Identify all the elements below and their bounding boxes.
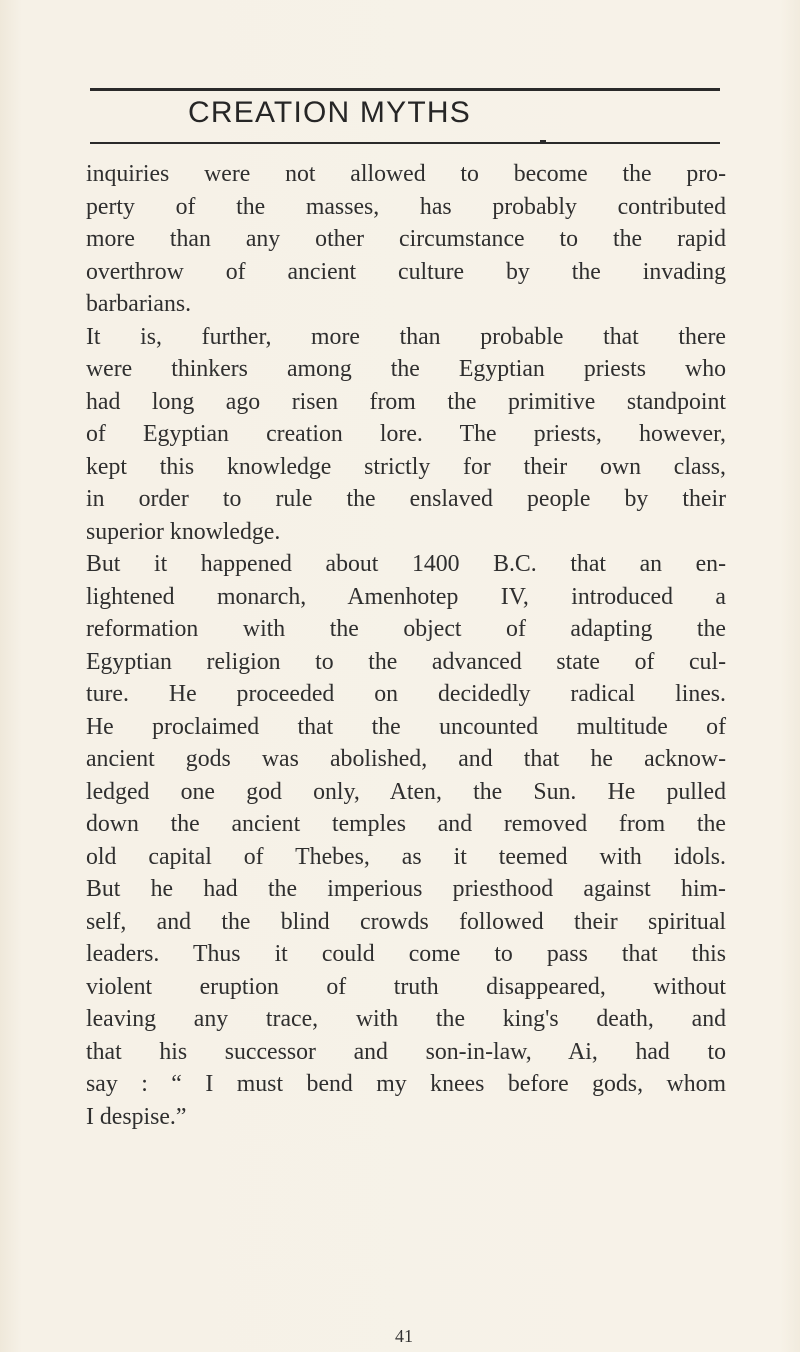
text-line: But it happened about 1400 B.C. that an en- xyxy=(86,551,726,577)
text-line: more than any other circumstance to the rapid xyxy=(86,226,726,252)
header-bottom-rule xyxy=(90,142,720,144)
text-line: He proclaimed that the uncounted multitude of xyxy=(86,713,726,740)
body-text xyxy=(86,158,726,1133)
text-line: in order to rule the enslaved people by their xyxy=(86,486,726,512)
text-line: overthrow of ancient culture by the invading xyxy=(86,258,726,285)
text-line: inquiries were not allowed to become the pro- xyxy=(86,161,726,187)
text-line: I despise.” xyxy=(86,1103,187,1130)
text-line: reformation with the object of adapting the xyxy=(86,616,726,642)
text-line: self, and the blind crowds followed their spiritual xyxy=(86,908,726,935)
header-rule-tick xyxy=(540,140,546,143)
text-line: old capital of Thebes, as it teemed with idols. xyxy=(86,843,726,870)
text-line: perty of the masses, has probably contributed xyxy=(86,193,726,220)
page-number: 41 xyxy=(395,1326,413,1346)
text-line: had long ago risen from the primitive standpoint xyxy=(86,388,726,415)
text-line: ledged one god only, Aten, the Sun. He pulled xyxy=(86,778,726,805)
text-line: But he had the imperious priesthood against him- xyxy=(86,876,726,902)
text-line: were thinkers among the Egyptian priests who xyxy=(86,356,726,382)
text-line: Egyptian religion to the advanced state of cul- xyxy=(86,648,726,675)
text-line: barbarians. xyxy=(86,291,192,317)
text-line: leaders. Thus it could come to pass that this xyxy=(86,941,726,967)
running-header: CREATION MYTHS xyxy=(188,96,471,129)
text-line: kept this knowledge strictly for their own class, xyxy=(86,453,726,480)
text-line: superior knowledge. xyxy=(86,518,281,545)
text-line: lightened monarch, Amenhotep IV, introduced a xyxy=(86,583,726,610)
header-top-rule xyxy=(90,88,720,91)
text-line: It is, further, more than probable that there xyxy=(86,323,726,350)
text-line: down the ancient temples and removed from the xyxy=(86,811,726,837)
text-line: violent eruption of truth disappeared, without xyxy=(86,973,726,1000)
text-line: ture. He proceeded on decidedly radical lines. xyxy=(86,681,726,707)
text-line: ancient gods was abolished, and that he acknow- xyxy=(86,746,726,772)
text-line: of Egyptian creation lore. The priests, however, xyxy=(86,421,726,447)
text-line: leaving any trace, with the king's death, and xyxy=(86,1006,726,1032)
text-line: that his successor and son-in-law, Ai, had to xyxy=(86,1038,726,1065)
text-line: say : “ I must bend my knees before gods, whom xyxy=(86,1071,726,1097)
